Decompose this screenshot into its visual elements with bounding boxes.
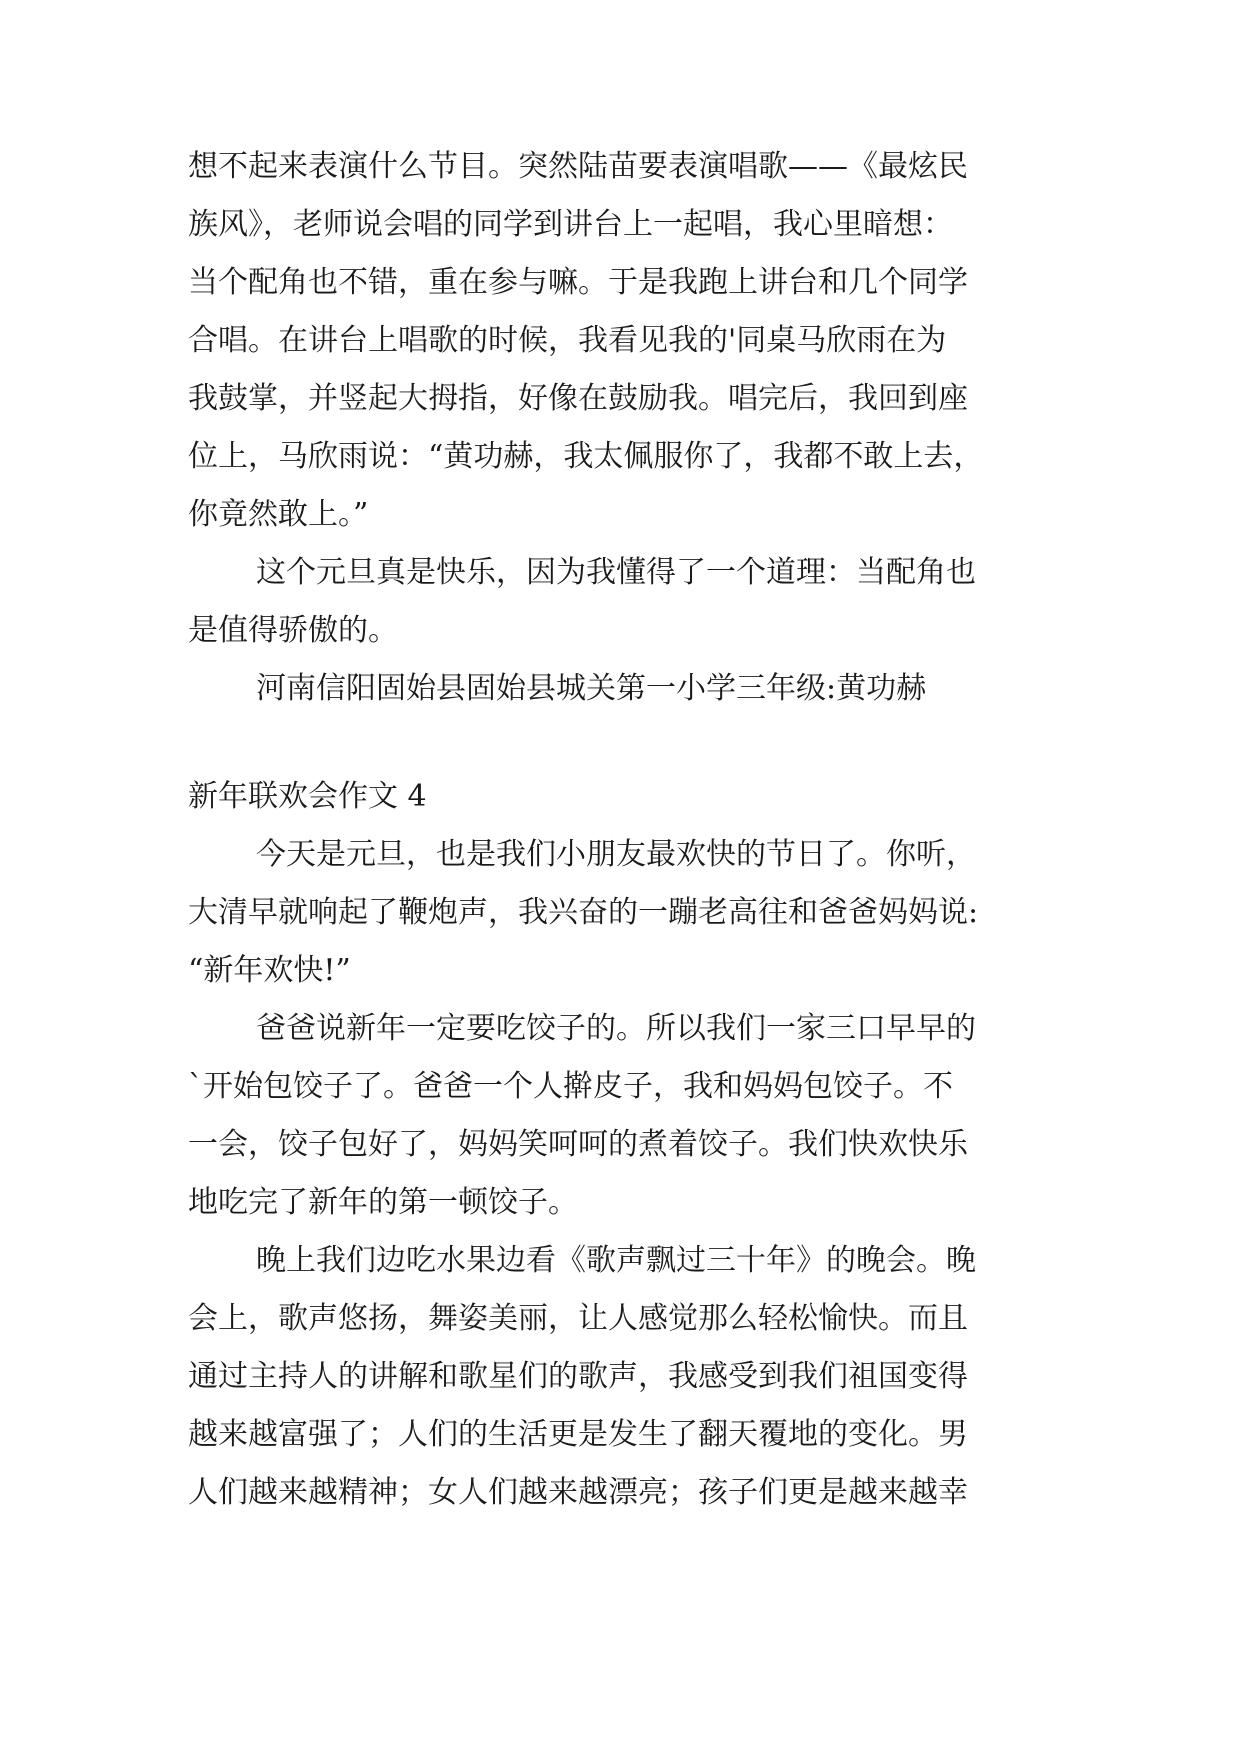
text-line: 想不起来表演什么节目。突然陆苗要表演唱歌——《最炫民 — [188, 149, 968, 184]
text-line: 会上，歌声悠扬，舞姿美丽，让人感觉那么轻松愉快。而且 — [188, 1301, 968, 1336]
text-line: 你竟然敢上。” — [188, 497, 369, 532]
text-line: 我鼓掌，并竖起大拇指，好像在鼓励我。唱完后，我回到座 — [188, 381, 968, 416]
text-line: `开始包饺子了。爸爸一个人擀皮子，我和妈妈包饺子。不 — [188, 1069, 953, 1104]
text-line: 族风》，老师说会唱的同学到讲台上一起唱，我心里暗想： — [188, 207, 953, 242]
text-line: 大清早就响起了鞭炮声，我兴奋的一蹦老高往和爸爸妈妈说: — [188, 895, 979, 930]
essay-title: 新年联欢会作文 4 — [188, 779, 427, 814]
text-line: 合唱。在讲台上唱歌的时候，我看见我的'同桌马欣雨在为 — [188, 323, 947, 358]
text-line: 地吃完了新年的第一顿饺子。 — [188, 1185, 578, 1220]
paragraph-first-line: 今天是元旦，也是我们小朋友最欢快的节日了。你听， — [256, 837, 976, 872]
text-line: 当个配角也不错，重在参与嘛。于是我跑上讲台和几个同学 — [188, 265, 968, 300]
paragraph-first-line: 爸爸说新年一定要吃饺子的。所以我们一家三口早早的 — [256, 1011, 976, 1046]
paragraph-first-line: 晚上我们边吃水果边看《歌声飘过三十年》的晚会。晚 — [256, 1243, 976, 1278]
text-line: 一会，饺子包好了，妈妈笑呵呵的煮着饺子。我们快欢快乐 — [188, 1127, 968, 1162]
paragraph-first-line: 这个元旦真是快乐，因为我懂得了一个道理：当配角也 — [256, 555, 976, 590]
author-signature: 河南信阳固始县固始县城关第一小学三年级:黄功赫 — [256, 671, 927, 706]
text-line: “新年欢快!” — [188, 953, 351, 988]
text-line: 通过主持人的讲解和歌星们的歌声，我感受到我们祖国变得 — [188, 1359, 968, 1394]
text-line: 人们越来越精神；女人们越来越漂亮；孩子们更是越来越幸 — [188, 1475, 968, 1510]
text-line: 越来越富强了；人们的生活更是发生了翻天覆地的变化。男 — [188, 1417, 968, 1452]
text-line: 位上，马欣雨说：“黄功赫，我太佩服你了，我都不敢上去， — [188, 439, 984, 474]
text-line: 是值得骄傲的。 — [188, 613, 398, 648]
